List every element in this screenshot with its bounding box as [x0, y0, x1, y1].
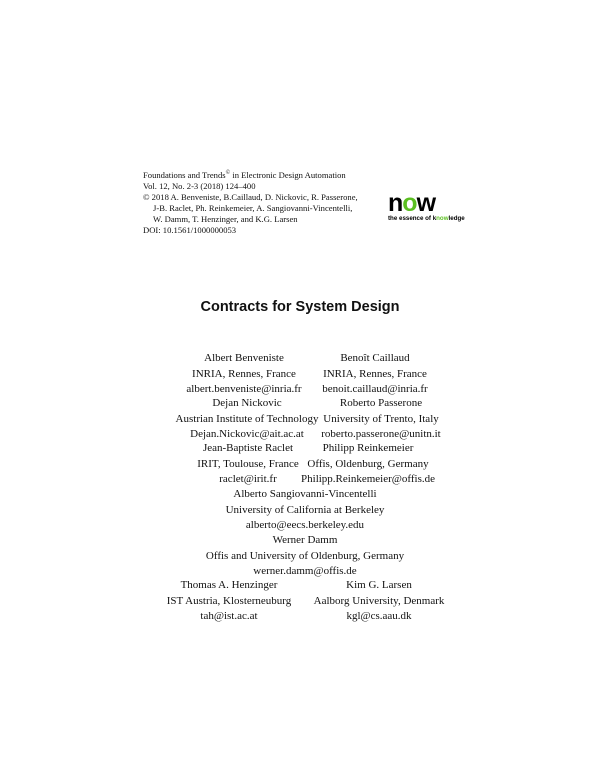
copyright-line: © 2018 A. Benveniste, B.Caillaud, D. Nickovic, R. Passerone,: [143, 191, 358, 202]
author-name: Alberto Sangiovanni-Vincentelli: [233, 488, 377, 500]
author-affiliation: INRIA, Rennes, France: [323, 367, 427, 380]
author-block: [176, 396, 319, 443]
copyright-line-3: W. Damm, T. Henzinger, and K.G. Larsen: [153, 213, 298, 224]
author-affiliation: Offis and University of Oldenburg, Germany: [205, 549, 405, 562]
copyright-line-2: J-B. Raclet, Ph. Reinkemeier, A. Sangiovanni-Vincentelli,: [153, 202, 353, 213]
doi-line: DOI: 10.1561/1000000053: [143, 224, 237, 235]
publication-metadata: [143, 168, 358, 236]
author-block: [206, 533, 404, 580]
now-publisher-logo: [388, 189, 478, 222]
author-email: raclet@irit.fr: [219, 473, 277, 485]
author-affiliation: University of California at Berkeley: [225, 503, 385, 516]
author-email: werner.damm@offis.de: [253, 565, 357, 577]
author-email: Dejan.Nickovic@ait.ac.at: [190, 428, 304, 440]
logo-wordmark: now: [388, 189, 436, 217]
author-block: [314, 578, 445, 625]
author-name: Thomas A. Henzinger: [180, 579, 278, 591]
author-name: Roberto Passerone: [339, 397, 423, 409]
author-block: [322, 351, 427, 398]
author-block: [167, 578, 292, 625]
author-affiliation: Austrian Institute of Technology: [175, 412, 319, 425]
author-affiliation: IST Austria, Klosterneuburg: [166, 594, 292, 607]
author-affiliation: Offis, Oldenburg, Germany: [307, 457, 429, 470]
volume-line: Vol. 12, No. 2-3 (2018) 124–400: [143, 180, 256, 191]
author-affiliation: Aalborg University, Denmark: [313, 594, 445, 607]
author-name: Philipp Reinkemeier: [322, 442, 414, 454]
logo-tagline: the essence of knowledge: [388, 215, 465, 222]
author-block: [301, 441, 435, 488]
author-name: Kim G. Larsen: [346, 579, 412, 591]
author-affiliation: IRIT, Toulouse, France: [197, 457, 299, 470]
author-email: kgl@cs.aau.dk: [346, 610, 412, 622]
author-name: Benoît Caillaud: [340, 352, 410, 364]
paper-title: Contracts for System Design: [200, 299, 400, 315]
author-name: Albert Benveniste: [204, 352, 284, 364]
author-name: Jean-Baptiste Raclet: [202, 442, 294, 454]
journal-line: Foundations and Trends© in Electronic Design Automation: [143, 169, 346, 180]
author-email: alberto@eecs.berkeley.edu: [245, 519, 365, 531]
author-affiliation: University of Trento, Italy: [323, 412, 439, 425]
author-affiliation: INRIA, Rennes, France: [192, 367, 296, 380]
author-block: [226, 487, 385, 534]
author-name: Werner Damm: [272, 534, 338, 546]
author-block: [186, 351, 301, 398]
author-email: tah@ist.ac.at: [200, 610, 258, 622]
author-name: Dejan Nickovic: [212, 397, 282, 409]
author-email: benoit.caillaud@inria.fr: [322, 383, 428, 395]
author-email: albert.benveniste@inria.fr: [186, 383, 302, 395]
author-email: Philipp.Reinkemeier@offis.de: [301, 473, 435, 485]
author-block: [197, 441, 298, 488]
author-email: roberto.passerone@unitn.it: [321, 428, 441, 440]
author-block: [321, 396, 441, 443]
